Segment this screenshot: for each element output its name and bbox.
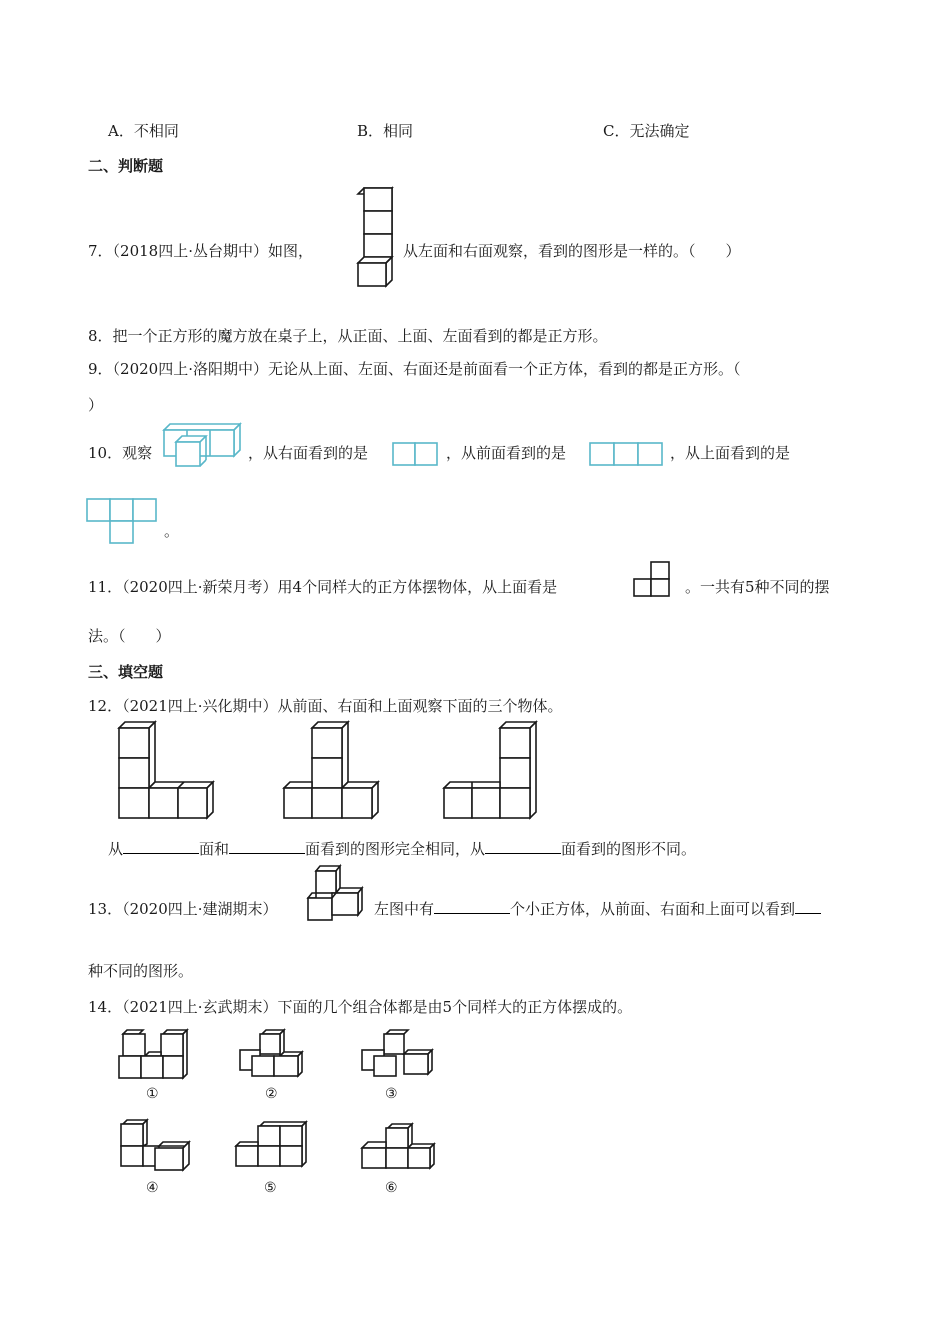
q8-text: 8．把一个正方形的魔方放在桌子上，从正面、上面、左面看到的都是正方形。 — [88, 327, 608, 345]
q10-text-e: 。 — [164, 522, 180, 540]
option-b[interactable]: B．相同 — [357, 122, 414, 140]
q13-text-c: 个小正方体，从前面、右面和上面可以看到 — [510, 900, 796, 918]
q14-label-5: ⑤ — [264, 1180, 277, 1196]
q14-text: 14．（2021四上·玄武期末）下面的几个组合体都是由5个同样大的正方体摆成的。 — [88, 998, 633, 1016]
q12-fill-same: 面看到的图形完全相同，从 — [305, 840, 486, 858]
q14-figure-1 — [117, 1028, 197, 1082]
q12-object-3 — [442, 722, 542, 822]
q7-text-after: 从左面和右面观察，看到的图形是一样的。（ ） — [403, 242, 741, 260]
q10-text-c: ，从前面看到的是 — [446, 444, 567, 462]
q14-figure-2 — [238, 1028, 310, 1082]
q13-line — [374, 898, 821, 919]
q14-label-2: ② — [265, 1086, 278, 1102]
section-fill-title: 三、填空题 — [88, 663, 164, 681]
q12-object-2 — [282, 722, 382, 822]
option-a[interactable]: A．不相同 — [108, 122, 179, 140]
option-c[interactable]: C．无法确定 — [603, 122, 690, 140]
q12-fill-line — [108, 838, 696, 859]
q10-text-a: 10．观察 — [88, 444, 153, 462]
q13-blank-1[interactable] — [434, 899, 510, 914]
q13-blank-2[interactable] — [795, 899, 821, 914]
q10-text-b: ，从右面看到的是 — [248, 444, 369, 462]
q12-blank-1[interactable] — [123, 839, 199, 854]
q7-tower-figure — [356, 188, 396, 290]
q13-object-figure — [306, 866, 368, 924]
q12-fill-and: 面和 — [199, 840, 230, 858]
q12-object-1 — [117, 722, 217, 822]
q14-figure-4 — [117, 1118, 197, 1176]
q13-text-a: 13．（2020四上·建湖期末） — [88, 900, 278, 918]
q12-fill-diff: 面看到的图形不同。 — [561, 840, 697, 858]
q14-label-1: ① — [146, 1086, 159, 1102]
q13-text-b: 左图中有 — [374, 900, 435, 918]
q7-text-before: 7．（2018四上·丛台期中）如图， — [88, 242, 313, 260]
q10-top-view — [86, 498, 160, 546]
q14-figure-5 — [234, 1118, 314, 1176]
q11-top-view — [633, 561, 673, 599]
q12-fill-from: 从 — [108, 840, 124, 858]
q14-label-4: ④ — [146, 1180, 159, 1196]
q14-figure-6 — [360, 1118, 440, 1176]
q13-text-d: 种不同的图形。 — [88, 962, 194, 980]
q9-line2: ） — [88, 396, 104, 414]
q10-front-view — [589, 442, 665, 467]
tower-cube — [358, 188, 392, 286]
q12-text: 12．（2021四上·兴化期中）从前面、右面和上面观察下面的三个物体。 — [88, 697, 563, 715]
q10-text-d: ，从上面看到的是 — [670, 444, 791, 462]
q9-line1: 9．（2020四上·洛阳期中）无论从上面、左面、右面还是前面看一个正方体，看到的都是正方形。（ — [88, 360, 741, 378]
q11-text-c: 法。（ ） — [88, 627, 171, 645]
q12-blank-2[interactable] — [229, 839, 305, 854]
q14-label-6: ⑥ — [385, 1180, 398, 1196]
q12-blank-3[interactable] — [485, 839, 561, 854]
q14-figure-3 — [360, 1028, 440, 1082]
q11-text-a: 11．（2020四上·新荣月考）用4个同样大的正方体摆物体，从上面看是 — [88, 578, 558, 596]
q10-right-view — [392, 442, 440, 467]
q10-object-figure — [160, 424, 244, 468]
q14-label-3: ③ — [385, 1086, 398, 1102]
section-judgement-title: 二、判断题 — [88, 157, 164, 175]
q11-text-b: 。一共有5种不同的摆 — [685, 578, 830, 596]
